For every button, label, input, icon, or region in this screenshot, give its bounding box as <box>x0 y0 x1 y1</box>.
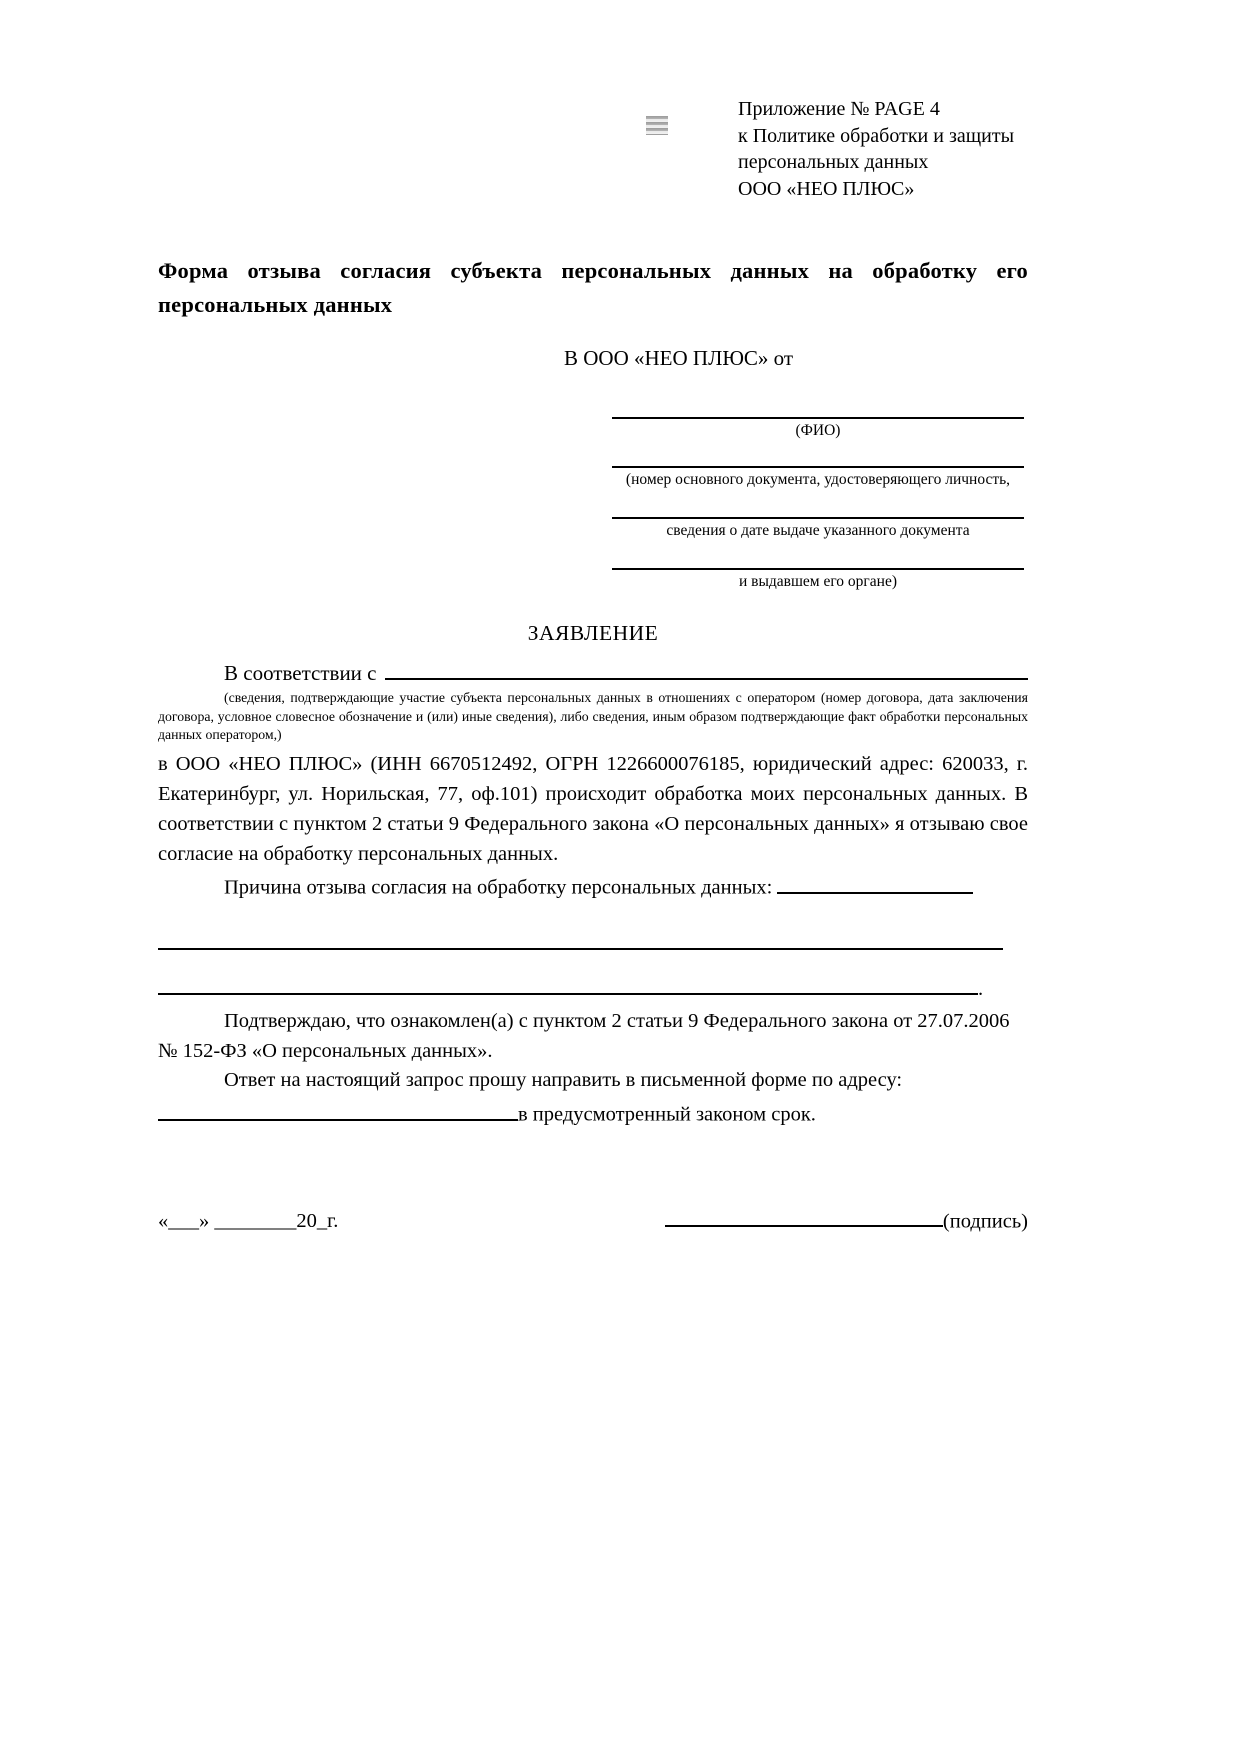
reason-blank-line <box>777 871 973 894</box>
appendix-line: к Политике обработки и защиты <box>738 124 1015 147</box>
address-blank-line <box>158 1098 518 1121</box>
issuing-authority-field <box>612 568 1024 591</box>
date-line: «___» ________20_г. <box>158 1210 339 1233</box>
statement-body: в ООО «НЕО ПЛЮС» (ИНН 6670512492, ОГРН 1226600076185, юридический адрес: 620033, г. Екатеринбург, ул. Норильская, 77, оф.101) происходит обработка моих персональных данных. В соответствии с пунктом 2 статьи 9 Федерального закона «О персональных данных» я отзываю свое согласие на обработку персональных данных. <box>158 752 1028 866</box>
issue-date-field <box>612 517 1024 540</box>
fio-caption: (ФИО) <box>795 421 841 439</box>
appendix-header <box>738 96 1028 202</box>
document-title: Форма отзыва согласия субъекта персональных данных на обработку его персональных данных <box>158 258 1028 317</box>
reason-blank-row <box>158 978 1028 1001</box>
reply-address-line <box>158 1098 1028 1127</box>
reply-tail-text: в предусмотренный законом срок. <box>518 1103 816 1126</box>
addressee-to-line: В ООО «НЕО ПЛЮС» от <box>564 345 794 370</box>
date-signature-row <box>158 1205 1028 1234</box>
basis-blank-line <box>385 656 1029 680</box>
intro-prefix: В соответствии с <box>224 661 377 686</box>
addressee-fields <box>612 417 1024 592</box>
intro-line <box>158 656 1028 686</box>
signature-caption: (подпись) <box>942 1210 1028 1233</box>
confirmation-paragraph: Подтверждаю, что ознакомлен(а) с пунктом 2 статьи 9 Федерального закона от 27.07.2006 № 152-ФЗ «О персональных данных». <box>158 1009 1010 1062</box>
embedded-object-icon <box>646 116 668 135</box>
addressee-block <box>158 346 1028 592</box>
reason-blank-line-continued <box>158 948 1003 950</box>
reason-line <box>158 871 1028 900</box>
sentence-period: . <box>978 977 984 1000</box>
signature-blank-line <box>665 1205 943 1228</box>
appendix-line: ООО «НЕО ПЛЮС» <box>738 177 915 200</box>
reason-label: Причина отзыва согласия на обработку персональных данных: <box>224 876 773 899</box>
reply-request-paragraph: Ответ на настоящий запрос прошу направить в письменной форме по адресу: <box>224 1069 903 1092</box>
fio-field <box>612 417 1024 440</box>
appendix-line: Приложение № PAGE 4 <box>738 98 940 120</box>
issuing-authority-caption: и выдавшем его органе) <box>738 572 898 590</box>
appendix-line: персональных данных <box>738 151 929 174</box>
page-header <box>158 96 1028 208</box>
reason-blank-line-continued <box>158 984 978 995</box>
statement-heading: ЗАЯВЛЕНИЕ <box>527 621 659 645</box>
document-number-caption: (номер основного документа, удостоверяющего личность, <box>625 470 1011 488</box>
fine-print-note: (сведения, подтверждающие участие субъекта персональных данных в отношениях с оператором (номер договора, дата заключения договора, условное словесное обозначение и (или) иные сведения), либо сведения, иным образом подтверждающие факт обработки персональных данных оператором,) <box>158 690 1028 743</box>
issue-date-caption: сведения о дате выдаче указанного документа <box>666 522 970 540</box>
signature-group <box>665 1205 1028 1234</box>
document-number-field <box>612 466 1024 489</box>
